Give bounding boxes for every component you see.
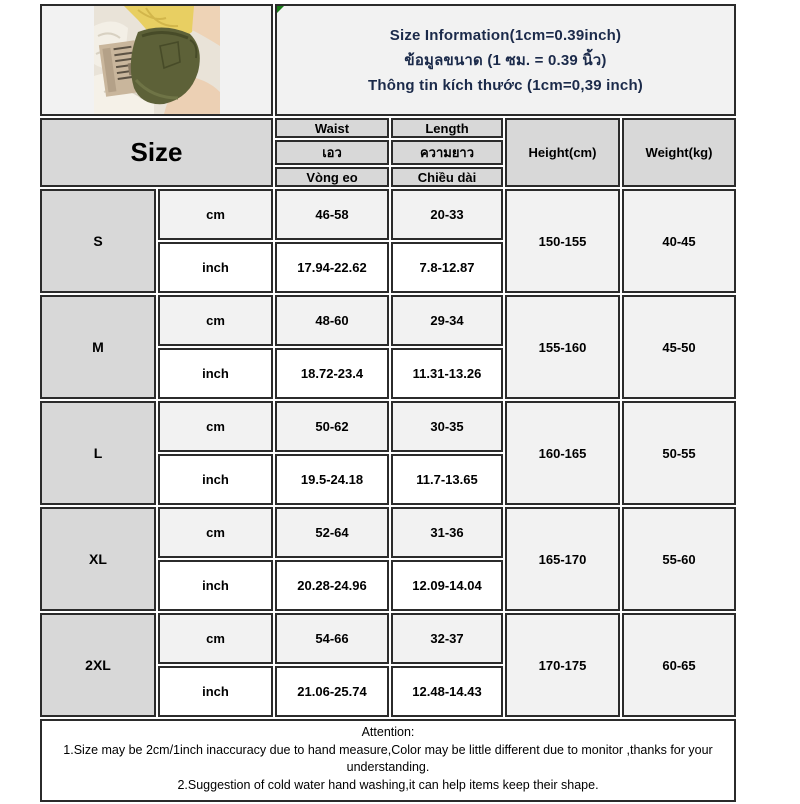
weight-value: 40-45 [622, 189, 736, 293]
header-height: Height(cm) [505, 118, 620, 187]
length-inch-value: 7.8-12.87 [391, 242, 503, 293]
height-value: 155-160 [505, 295, 620, 399]
waist-cm-value: 48-60 [275, 295, 389, 346]
height-value: 160-165 [505, 401, 620, 505]
weight-value: 55-60 [622, 507, 736, 611]
unit-cm: cm [158, 401, 273, 452]
header-length-vi: Chiều dài [391, 167, 503, 187]
waist-inch-value: 20.28-24.96 [275, 560, 389, 611]
unit-inch: inch [158, 560, 273, 611]
length-cm-value: 32-37 [391, 613, 503, 664]
length-cm-value: 29-34 [391, 295, 503, 346]
size-label-s: S [40, 189, 156, 293]
unit-cm: cm [158, 507, 273, 558]
size-chart-sheet [0, 2, 800, 802]
header-length-en: Length [391, 118, 503, 138]
length-inch-value: 11.7-13.65 [391, 454, 503, 505]
title-thai: ข้อมูลขนาด (1 ซม. = 0.39 นิ้ว) [404, 51, 607, 69]
length-inch-value: 12.09-14.04 [391, 560, 503, 611]
unit-cm: cm [158, 613, 273, 664]
title-cell [275, 4, 736, 116]
size-information-table [38, 2, 738, 804]
weight-value: 60-65 [622, 613, 736, 717]
height-value: 150-155 [505, 189, 620, 293]
header-waist-vi: Vòng eo [275, 167, 389, 187]
unit-inch: inch [158, 666, 273, 717]
length-inch-value: 12.48-14.43 [391, 666, 503, 717]
waist-inch-value: 19.5-24.18 [275, 454, 389, 505]
header-weight: Weight(kg) [622, 118, 736, 187]
waist-inch-value: 18.72-23.4 [275, 348, 389, 399]
unit-inch: inch [158, 348, 273, 399]
unit-inch: inch [158, 242, 273, 293]
waist-cm-value: 52-64 [275, 507, 389, 558]
title-vietnamese: Thông tin kích thước (1cm=0,39 inch) [367, 76, 644, 94]
header-waist-th: เอว [275, 140, 389, 165]
height-value: 170-175 [505, 613, 620, 717]
title-english: Size Information(1cm=0.39inch) [389, 26, 622, 44]
product-photo-cell [40, 4, 273, 116]
header-size: Size [40, 118, 273, 187]
weight-value: 50-55 [622, 401, 736, 505]
size-label-l: L [40, 401, 156, 505]
attention-line-1: 1.Size may be 2cm/1inch inaccuracy due to hand measure,Color may be little different due to monitor ,thanks for your understanding. [63, 742, 713, 774]
weight-value: 45-50 [622, 295, 736, 399]
size-label-m: M [40, 295, 156, 399]
length-cm-value: 31-36 [391, 507, 503, 558]
header-waist-en: Waist [275, 118, 389, 138]
height-value: 165-170 [505, 507, 620, 611]
unit-cm: cm [158, 295, 273, 346]
size-label-xl: XL [40, 507, 156, 611]
attention-heading: Attention: [361, 725, 415, 739]
attention-line-2: 2.Suggestion of cold water hand washing,it can help items keep their shape. [177, 777, 599, 792]
waist-inch-value: 17.94-22.62 [275, 242, 389, 293]
header-length-th: ความยาว [391, 140, 503, 165]
cell-comment-marker-icon [277, 6, 284, 13]
unit-cm: cm [158, 189, 273, 240]
waist-cm-value: 50-62 [275, 401, 389, 452]
unit-inch: inch [158, 454, 273, 505]
waist-cm-value: 54-66 [275, 613, 389, 664]
size-label-2xl: 2XL [40, 613, 156, 717]
length-cm-value: 20-33 [391, 189, 503, 240]
waist-inch-value: 21.06-25.74 [275, 666, 389, 717]
length-cm-value: 30-35 [391, 401, 503, 452]
product-photo [94, 6, 220, 114]
length-inch-value: 11.31-13.26 [391, 348, 503, 399]
attention-note [40, 719, 736, 802]
waist-cm-value: 46-58 [275, 189, 389, 240]
